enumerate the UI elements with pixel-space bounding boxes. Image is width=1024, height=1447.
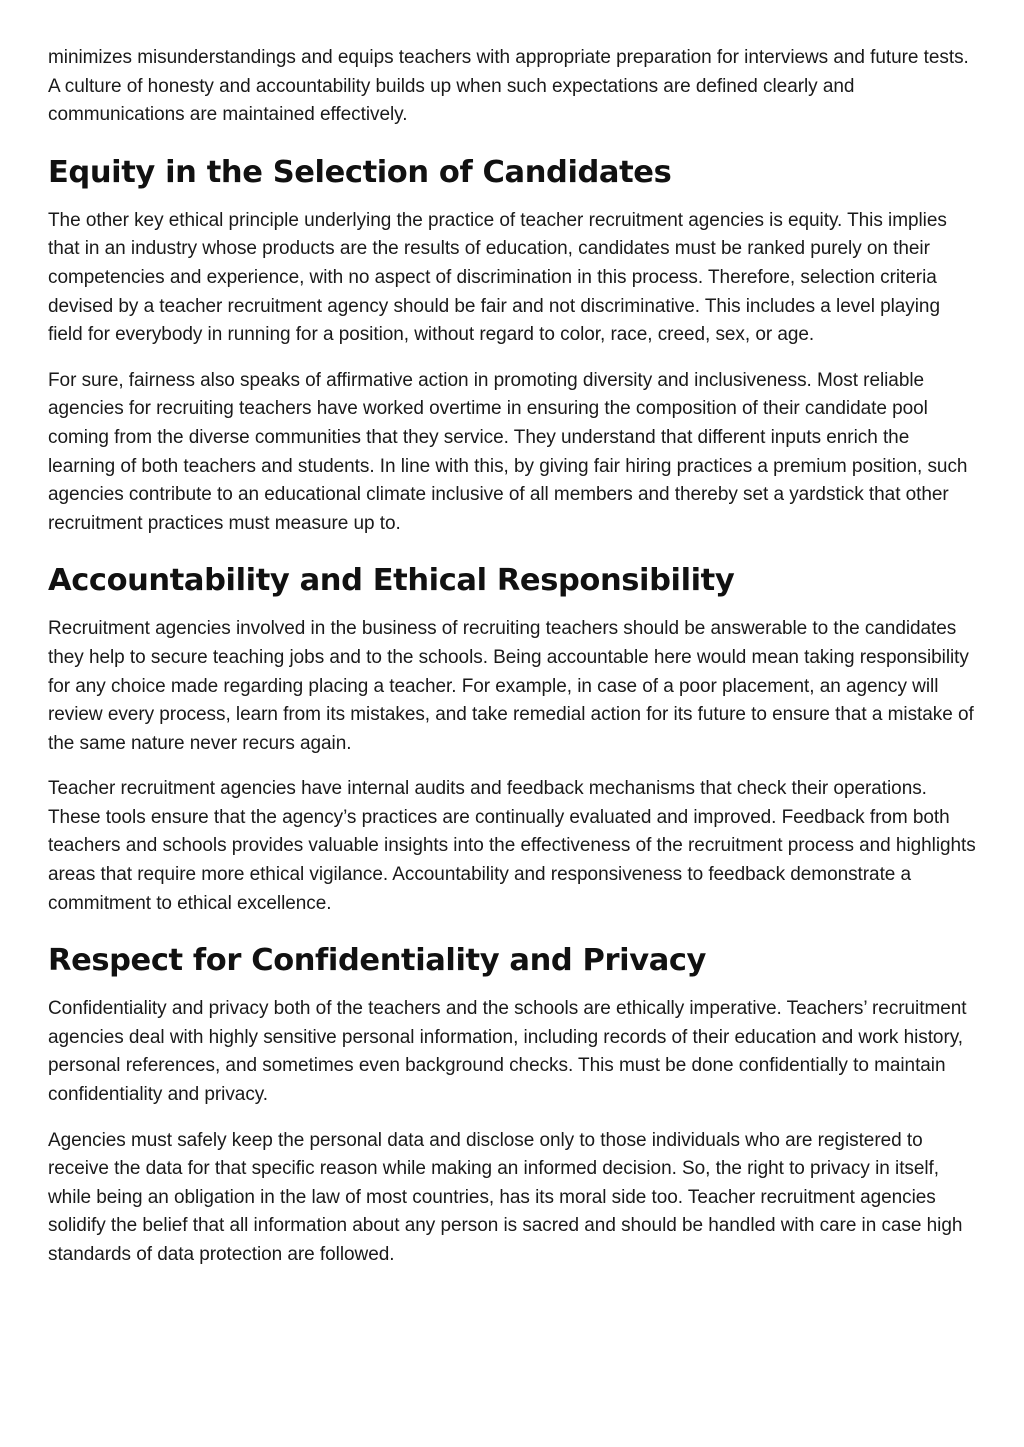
confidentiality-paragraph-1: Confidentiality and privacy both of the teachers and the schools are ethically imperative. Teachers’ recruitment agencies deal with highly sensitive personal information, including records of their education and work history, personal references, and sometimes even background checks. This must be done confidentially to maintain confidentiality and privacy. <box>48 998 967 1106</box>
intro-paragraph: minimizes misunderstandings and equips teachers with appropriate preparation for interviews and future tests. A culture of honesty and accountability builds up when such expectations are defined clearly and communications are maintained effectively. <box>48 47 969 126</box>
equity-paragraph-2: For sure, fairness also speaks of affirmative action in promoting diversity and inclusiveness. Most reliable agencies for recruiting teachers have worked overtime in ensuring the composition of their candidate pool coming from the diverse communities that they service. They understand that different inputs enrich the learning of both teachers and students. In line with this, by giving fair hiring practices a premium position, such agencies contribute to an educational climate inclusive of all members and thereby set a yardstick that other recruitment practices must measure up to. <box>48 369 968 534</box>
section-heading-equity: Equity in the Selection of Candidates <box>48 154 672 190</box>
section-heading-confidentiality: Respect for Confidentiality and Privacy <box>48 943 707 979</box>
accountability-paragraph-2: Teacher recruitment agencies have internal audits and feedback mechanisms that check their operations. These tools ensure that the agency’s practices are continually evaluated and improved. Feedback from both teachers and schools provides valuable insights into the effectiveness of the recruitment process and highlights areas that require more ethical vigilance. Accountability and responsiveness to feedback demonstrate a commitment to ethical excellence. <box>48 778 976 914</box>
document-page <box>48 44 978 1287</box>
equity-paragraph-1: The other key ethical principle underlying the practice of teacher recruitment agencies is equity. This implies that in an industry whose products are the results of education, candidates must be ranked purely on their competencies and experience, with no aspect of discrimination in this process. Therefore, selection criteria devised by a teacher recruitment agency should be fair and not discriminative. This includes a level playing field for everybody in running for a position, without regard to color, race, creed, sex, or age. <box>48 209 947 346</box>
section-heading-accountability: Accountability and Ethical Responsibility <box>48 563 735 599</box>
confidentiality-paragraph-2: Agencies must safely keep the personal data and disclose only to those individuals who are registered to receive the data for that specific reason while making an informed decision. So, the right to privacy in itself, while being an obligation in the law of most countries, has its moral side too. Teacher recruitment agencies solidify the belief that all information about any person is sacred and should be handled with care in case high standards of data protection are followed. <box>48 1129 963 1265</box>
accountability-paragraph-1: Recruitment agencies involved in the business of recruiting teachers should be answerable to the candidates they help to secure teaching jobs and to the schools. Being accountable here would mean taking responsibility for any choice made regarding placing a teacher. For example, in case of a poor placement, an agency will review every process, learn from its mistakes, and take remedial action for its future to ensure that a mistake of the same nature never recurs again. <box>48 618 974 754</box>
